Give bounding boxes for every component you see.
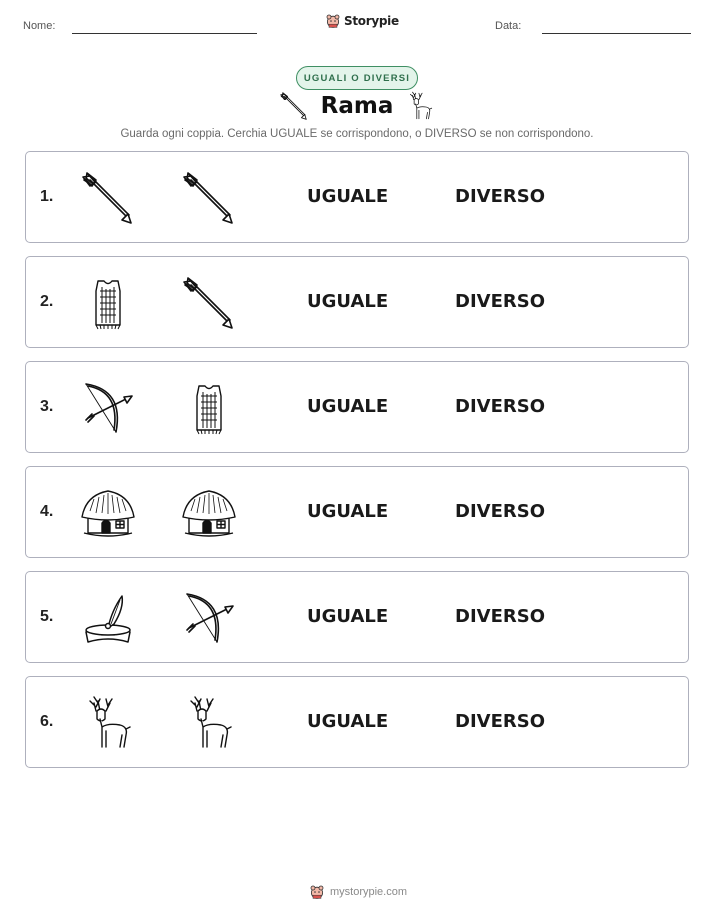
arrow-icon	[179, 273, 239, 333]
deer-icon	[179, 693, 239, 753]
arrow-icon	[179, 168, 239, 228]
exercise-row-5	[25, 571, 689, 663]
same-option[interactable]: UGUALE	[307, 606, 389, 627]
page-title: Rama	[320, 93, 394, 119]
instructions: Guarda ogni coppia. Cerchia UGUALE se corrispondono, o DIVERSO se non corrispondono.	[120, 128, 594, 140]
bow-and-arrow-icon	[78, 378, 138, 438]
different-option[interactable]: DIVERSO	[455, 606, 545, 627]
bark-vest-icon	[78, 273, 138, 333]
exercise-row-2	[25, 256, 689, 348]
bow-and-arrow-icon	[179, 588, 239, 648]
same-option[interactable]: UGUALE	[307, 396, 389, 417]
name-label: Nome:	[23, 20, 56, 32]
same-option[interactable]: UGUALE	[307, 291, 389, 312]
hut-icon	[179, 483, 239, 543]
activity-badge: UGUALI O DIVERSI	[296, 66, 418, 90]
exercise-row-1	[25, 151, 689, 243]
same-option[interactable]: UGUALE	[307, 501, 389, 522]
different-option[interactable]: DIVERSO	[455, 501, 545, 522]
same-option[interactable]: UGUALE	[307, 711, 389, 732]
footer-url[interactable]: mystorypie.com	[330, 886, 408, 898]
arrow-icon	[78, 168, 138, 228]
exercise-row-4	[25, 466, 689, 558]
deer-icon	[404, 90, 436, 122]
brand-logo	[325, 13, 399, 29]
mascot-icon	[309, 884, 325, 900]
different-option[interactable]: DIVERSO	[455, 186, 545, 207]
row-number: 2.	[40, 293, 54, 310]
crown-icon	[78, 588, 138, 648]
deer-icon	[78, 693, 138, 753]
footer	[309, 884, 407, 900]
exercise-row-6	[25, 676, 689, 768]
date-line[interactable]	[542, 33, 691, 34]
brand-name: Storypie	[344, 14, 399, 28]
mascot-icon	[325, 13, 341, 29]
row-number: 3.	[40, 398, 54, 415]
different-option[interactable]: DIVERSO	[455, 711, 545, 732]
bark-vest-icon	[179, 378, 239, 438]
row-number: 1.	[40, 188, 54, 205]
row-number: 5.	[40, 608, 54, 625]
same-option[interactable]: UGUALE	[307, 186, 389, 207]
name-line[interactable]	[72, 33, 257, 34]
row-number: 6.	[40, 713, 54, 730]
row-number: 4.	[40, 503, 54, 520]
hut-icon	[78, 483, 138, 543]
exercise-row-3	[25, 361, 689, 453]
different-option[interactable]: DIVERSO	[455, 396, 545, 417]
different-option[interactable]: DIVERSO	[455, 291, 545, 312]
date-label: Data:	[495, 20, 522, 32]
